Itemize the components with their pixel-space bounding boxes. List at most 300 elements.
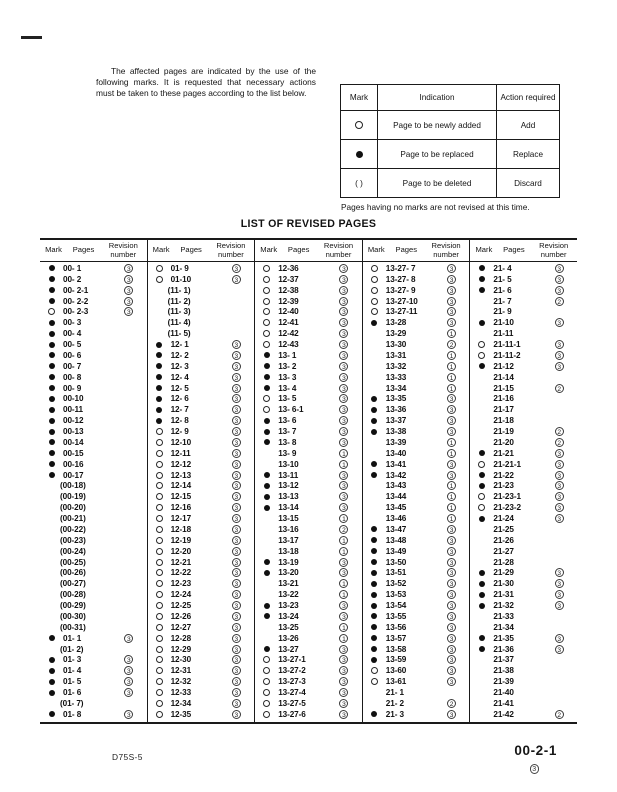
revision-cell (326, 362, 362, 371)
page-row (255, 611, 362, 622)
revision-cell (434, 394, 470, 403)
revision-cell (326, 329, 362, 338)
mark-cell (148, 342, 171, 348)
page-number-cell: 13-30 (385, 340, 407, 350)
page-number-cell: 21-14 (493, 372, 514, 382)
mark-cell (363, 711, 386, 717)
circled-revision-number: 3 (339, 558, 348, 567)
circled-revision-number: 3 (447, 634, 456, 643)
circled-revision-number: 1 (339, 514, 348, 523)
page-row (363, 426, 470, 437)
filled-circle-icon (371, 537, 377, 543)
circled-revision-number: 3 (555, 362, 564, 371)
page-row (363, 448, 470, 459)
filled-circle-icon (479, 265, 485, 271)
page-number-cell: (00-25) (60, 557, 86, 567)
page-row (470, 437, 577, 448)
page-row (470, 491, 577, 502)
open-circle-icon (263, 678, 270, 685)
filled-circle-icon (479, 603, 485, 609)
page-row (363, 676, 470, 687)
filled-circle-icon (49, 331, 55, 337)
revision-cell (434, 645, 470, 654)
revision-cell (326, 471, 362, 480)
mark-column-header: Mark (367, 245, 385, 255)
revision-cell (434, 655, 470, 664)
page-number-cell: 12-19 (170, 535, 192, 545)
page-number-cell: 13- 4 (278, 383, 297, 393)
filled-circle-icon (264, 418, 270, 424)
circled-revision-number: 3 (339, 318, 348, 327)
page-row (255, 437, 362, 448)
filled-circle-icon (156, 396, 162, 402)
page-row (470, 481, 577, 492)
open-circle-icon (263, 711, 270, 718)
page-number-cell: 00- 4 (63, 329, 82, 339)
circled-revision-number: 1 (447, 351, 456, 360)
filled-circle-icon (156, 363, 162, 369)
mark-cell (255, 603, 278, 609)
mark-cell (148, 472, 171, 479)
filled-circle-icon (479, 592, 485, 598)
circled-revision-number: 3 (555, 340, 564, 349)
mark-cell (255, 505, 278, 511)
revision-cell (326, 634, 362, 643)
mark-cell (255, 341, 278, 348)
mark-cell (148, 624, 171, 631)
page-row (40, 633, 147, 644)
page-row (40, 535, 147, 546)
mark-cell (363, 265, 386, 272)
mark-cell (363, 298, 386, 305)
revision-cell (434, 503, 470, 512)
revision-cell (434, 514, 470, 523)
mark-cell (255, 711, 278, 718)
filled-circle-icon (49, 352, 55, 358)
circled-revision-number: 3 (339, 264, 348, 273)
page-row (148, 426, 255, 437)
revision-cell (434, 590, 470, 599)
page-row (40, 426, 147, 437)
revision-cell (326, 688, 362, 697)
page-row (148, 372, 255, 383)
page-number-cell: 13-27-3 (278, 677, 306, 687)
page-number-cell: 12-33 (170, 688, 192, 698)
filled-circle-icon (49, 287, 55, 293)
page-number-cell: 21-20 (493, 437, 514, 447)
circled-revision-number: 3 (124, 307, 133, 316)
mark-column-header: Mark (260, 245, 278, 255)
page-row (363, 285, 470, 296)
page-row (363, 589, 470, 600)
page-row (40, 274, 147, 285)
revision-cell (219, 460, 255, 469)
page-number-cell: 13-35 (385, 394, 407, 404)
filled-circle-icon (371, 548, 377, 554)
page-number-cell: 13-58 (385, 644, 407, 654)
page-row (255, 470, 362, 481)
filled-circle-icon (371, 396, 377, 402)
mark-cell (148, 656, 171, 663)
page-row (40, 655, 147, 666)
page-row (40, 600, 147, 611)
circled-revision-number: 3 (447, 275, 456, 284)
footer-revision-circled: 3 (530, 764, 540, 774)
circled-revision-number: 2 (555, 297, 564, 306)
page-row (470, 698, 577, 709)
mark-cell (470, 516, 493, 522)
page-number-cell: 12- 9 (170, 427, 189, 437)
page-row (255, 568, 362, 579)
page-row (470, 404, 577, 415)
page-number-cell: 13-56 (385, 622, 407, 632)
page-row (470, 274, 577, 285)
circled-revision-number: 1 (339, 547, 348, 556)
page-number-cell: 21-11 (493, 329, 514, 339)
revision-cell (326, 394, 362, 403)
legend-header-mark: Mark (341, 85, 378, 111)
revision-cell (434, 384, 470, 393)
circled-revision-number: 3 (232, 710, 241, 719)
page-row (255, 655, 362, 666)
revision-cell (541, 634, 577, 643)
page-number-cell: 12-21 (170, 557, 192, 567)
page-number-cell: 12-14 (170, 481, 192, 491)
revision-cell (326, 318, 362, 327)
page-row (470, 372, 577, 383)
filled-circle-icon (49, 657, 55, 663)
page-row (255, 448, 362, 459)
mark-cell (148, 548, 171, 555)
page-number-cell: 13-27-10 (385, 296, 418, 306)
page-number-cell: 13-23 (278, 601, 299, 611)
mark-cell (40, 385, 63, 391)
circled-revision-number: 3 (232, 492, 241, 501)
page-number-cell: 13-25 (278, 622, 299, 632)
page-number-cell: 12-35 (170, 709, 192, 719)
filled-circle-icon (156, 418, 162, 424)
page-row (363, 622, 470, 633)
revision-cell (326, 677, 362, 686)
open-circle-icon (156, 504, 163, 511)
circled-revision-number: 3 (232, 503, 241, 512)
page-row (40, 307, 147, 318)
pages-column-header: Pages (180, 245, 202, 255)
page-row (363, 394, 470, 405)
page-row (363, 524, 470, 535)
open-circle-icon (263, 667, 270, 674)
open-circle-icon (355, 121, 363, 129)
mark-column-header: Mark (45, 245, 62, 255)
revision-cell (434, 264, 470, 273)
mark-cell (255, 265, 278, 272)
mark-cell (363, 678, 386, 685)
revision-cell (541, 264, 577, 273)
page-number-cell: 13-27-5 (278, 698, 306, 708)
filled-circle-icon (49, 276, 55, 282)
page-row (148, 557, 255, 568)
mark-cell (148, 439, 171, 446)
revision-cell (326, 536, 362, 545)
page-row (470, 339, 577, 350)
page-number-cell: (00-30) (60, 611, 86, 621)
circled-revision-number: 3 (339, 601, 348, 610)
page-number-cell: 12-15 (170, 492, 192, 502)
mark-cell (363, 537, 386, 543)
page-row (255, 459, 362, 470)
page-row (148, 589, 255, 600)
page-number-cell: (00-29) (60, 601, 86, 611)
page-row (470, 350, 577, 361)
revision-cell (434, 536, 470, 545)
page-row (255, 317, 362, 328)
open-circle-icon (371, 276, 378, 283)
mark-cell (470, 472, 493, 478)
page-number-cell: 00-16 (63, 459, 84, 469)
page-row (363, 350, 470, 361)
open-circle-icon (263, 287, 270, 294)
page-row (470, 263, 577, 274)
page-number-cell: 13-27-2 (278, 666, 306, 676)
mark-cell (363, 548, 386, 554)
mark-cell (470, 570, 493, 576)
page-row (363, 437, 470, 448)
mark-cell (148, 667, 171, 674)
revision-column-header: Revision number (539, 241, 569, 259)
page-row (40, 546, 147, 557)
circled-revision-number: 3 (339, 655, 348, 664)
open-circle-icon (478, 352, 485, 359)
page-row (363, 296, 470, 307)
circled-revision-number: 3 (447, 427, 456, 436)
page-row (363, 404, 470, 415)
mark-cell (148, 418, 171, 424)
circled-revision-number: 3 (447, 677, 456, 686)
page-number-cell: 21-21 (493, 448, 514, 458)
mark-cell (40, 331, 63, 337)
revision-cell (541, 297, 577, 306)
page-row (470, 307, 577, 318)
circled-revision-number: 3 (232, 579, 241, 588)
open-circle-icon (156, 656, 163, 663)
page-number-cell: 21- 2 (385, 698, 404, 708)
page-number-cell: 13- 6 (278, 416, 297, 426)
open-circle-icon (156, 276, 163, 283)
circled-revision-number: 1 (339, 590, 348, 599)
mark-cell (148, 635, 171, 642)
revision-cell (434, 634, 470, 643)
page-row (255, 383, 362, 394)
filled-circle-icon (49, 320, 55, 326)
mark-cell (470, 265, 493, 271)
filled-circle-icon (156, 374, 162, 380)
page-number-cell: 12-18 (170, 524, 192, 534)
circled-revision-number: 3 (232, 601, 241, 610)
mark-cell (470, 483, 493, 489)
page-number-cell: 12-11 (170, 448, 191, 458)
circled-revision-number: 3 (232, 471, 241, 480)
page-row (148, 611, 255, 622)
mark-cell (255, 483, 278, 489)
revision-cell (541, 351, 577, 360)
filled-circle-icon (479, 483, 485, 489)
filled-circle-icon (479, 516, 485, 522)
page-number-cell: 00-15 (63, 448, 84, 458)
circled-revision-number: 3 (447, 471, 456, 480)
mark-cell (363, 635, 386, 641)
mark-cell (255, 395, 278, 402)
page-number-cell: 21-28 (493, 557, 514, 567)
page-row (40, 709, 147, 720)
circled-revision-number: 3 (232, 275, 241, 284)
legend-action: Discard (497, 169, 560, 198)
mark-cell (148, 374, 171, 380)
page-number-cell: 13-39 (385, 437, 407, 447)
mark-cell (255, 330, 278, 337)
page-number-cell: (00-26) (60, 568, 86, 578)
filled-circle-icon (49, 690, 55, 696)
circled-revision-number: 3 (339, 503, 348, 512)
revision-cell (434, 318, 470, 327)
revision-cell (434, 710, 470, 719)
open-circle-icon (156, 461, 163, 468)
page-row (470, 557, 577, 568)
page-number-cell: 13-52 (385, 579, 407, 589)
mark-cell (40, 342, 63, 348)
page-row (470, 600, 577, 611)
page-row (470, 285, 577, 296)
circled-revision-number: 1 (339, 536, 348, 545)
circled-revision-number: 3 (339, 471, 348, 480)
revision-cell (326, 492, 362, 501)
filled-circle-icon (264, 374, 270, 380)
page-row (470, 535, 577, 546)
mark-cell (40, 439, 63, 445)
mark-cell (255, 429, 278, 435)
legend-action: Replace (497, 140, 560, 169)
circled-revision-number: 3 (232, 514, 241, 523)
open-circle-icon (156, 428, 163, 435)
page-row (40, 589, 147, 600)
circled-revision-number: 3 (447, 558, 456, 567)
circled-revision-number: 3 (447, 612, 456, 621)
page-number-cell: 13-54 (385, 601, 407, 611)
page-row (470, 676, 577, 687)
page-row (255, 687, 362, 698)
filled-circle-icon (371, 320, 377, 326)
page-row (255, 622, 362, 633)
mark-cell (40, 396, 63, 402)
page-row (255, 502, 362, 513)
page-number-cell: 12-28 (170, 633, 192, 643)
revision-cell (326, 275, 362, 284)
page-number-cell: 13-13 (278, 492, 299, 502)
revision-cell (541, 427, 577, 436)
page-row (363, 698, 470, 709)
revision-cell (434, 297, 470, 306)
revision-cell (326, 601, 362, 610)
page-number-cell: 12-24 (170, 590, 192, 600)
circled-revision-number: 3 (232, 525, 241, 534)
page-row (40, 513, 147, 524)
page-number-cell: 12-13 (170, 470, 192, 480)
page-number-cell: 13-44 (385, 492, 407, 502)
filled-circle-icon (264, 646, 270, 652)
circled-revision-number: 3 (232, 460, 241, 469)
circled-revision-number: 3 (232, 427, 241, 436)
page-row (40, 644, 147, 655)
revision-cell (111, 286, 147, 295)
mark-cell (148, 385, 171, 391)
page-row (40, 404, 147, 415)
mark-cell (148, 493, 171, 500)
mark-cell (363, 592, 386, 598)
revision-cell (219, 525, 255, 534)
page-number-cell: 13-27-6 (278, 709, 306, 719)
mark-cell (40, 265, 63, 271)
page-row (470, 296, 577, 307)
revision-cell (541, 318, 577, 327)
revision-cell (434, 623, 470, 632)
circled-revision-number: 3 (447, 710, 456, 719)
circled-revision-number: 3 (339, 351, 348, 360)
mark-cell (148, 352, 171, 358)
circled-revision-number: 1 (339, 460, 348, 469)
circled-revision-number: 3 (447, 460, 456, 469)
page-number-cell: 13-45 (385, 503, 407, 513)
page-row (40, 502, 147, 513)
mark-column-header: Mark (152, 245, 170, 255)
page-row (255, 404, 362, 415)
page-row (148, 459, 255, 470)
circled-revision-number: 1 (339, 449, 348, 458)
mark-cell (363, 418, 386, 424)
page-number-cell: 13-27-4 (278, 688, 306, 698)
page-row (470, 568, 577, 579)
page-number-cell: 21-35 (493, 633, 514, 643)
page-number-cell: 12-26 (170, 611, 192, 621)
page-number-cell: 13-24 (278, 611, 299, 621)
page-number-cell: 13-15 (278, 514, 299, 524)
circled-revision-number: 3 (339, 688, 348, 697)
mark-cell (148, 265, 171, 272)
circled-revision-number: 1 (447, 492, 456, 501)
page-row (470, 589, 577, 600)
page-number-cell: (00-18) (60, 481, 86, 491)
revision-cell (326, 340, 362, 349)
revision-cell (541, 579, 577, 588)
circled-revision-number: 3 (555, 492, 564, 501)
page-number-cell: 21-12 (493, 361, 514, 371)
mark-cell (470, 276, 493, 282)
revision-cell (434, 558, 470, 567)
revised-pages-table (40, 238, 577, 724)
filled-circle-icon (264, 429, 270, 435)
circled-revision-number: 1 (447, 438, 456, 447)
page-row (255, 350, 362, 361)
page-number-cell: 13-47 (385, 524, 407, 534)
page-number-cell: 21-41 (493, 698, 514, 708)
page-number-cell: 21-19 (493, 427, 514, 437)
page-row (148, 285, 255, 296)
pages-column-header: Pages (72, 245, 95, 255)
page-row (148, 296, 255, 307)
mark-cell (255, 700, 278, 707)
page-row (470, 502, 577, 513)
circled-revision-number: 3 (232, 645, 241, 654)
page-row (255, 589, 362, 600)
page-number-cell: 13-34 (385, 383, 407, 393)
